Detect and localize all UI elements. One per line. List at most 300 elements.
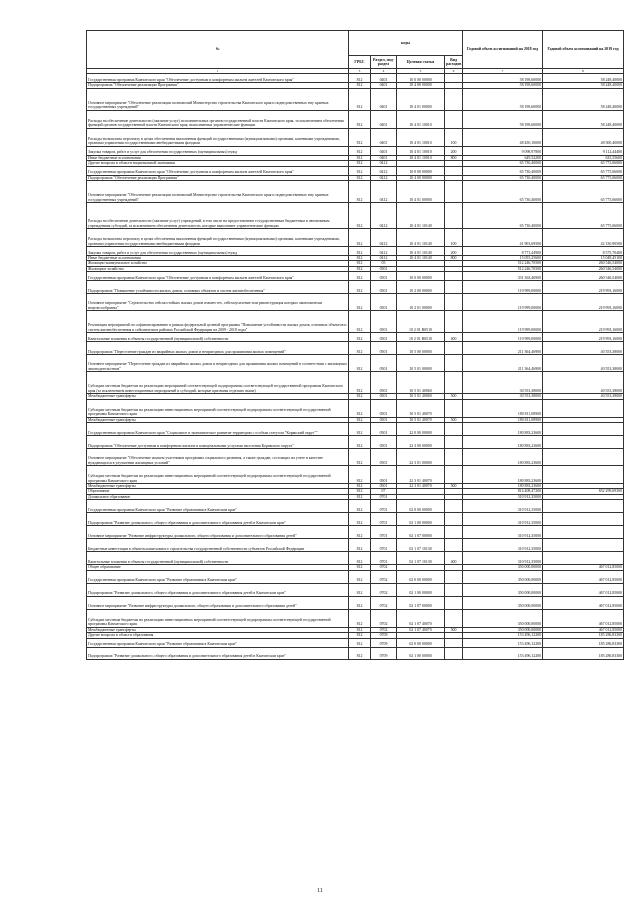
row-name-cell: Иные бюджетные ассигнования <box>87 155 349 160</box>
row-name-cell: Субсидии местным бюджетам на реализацию инвестиционных мероприятий соответствующей подпрограммы соответствующей государственной программы Камчатского края <box>87 399 349 417</box>
row-grbs-cell: 812 <box>349 155 371 160</box>
row-section-cell: 0501 <box>371 394 397 399</box>
row-grbs-cell: 812 <box>349 647 371 659</box>
row-name-cell: Расходы на обеспечение деятельности (оказание услуг) учреждений, в том числе на предоставление государственным бюджетным и автономным учреждениям субсидий, за исключением обеспечения деятельности, которые выполняют управленческие функции <box>87 203 349 229</box>
row-section-cell: 0709 <box>371 647 397 659</box>
row-target-article-cell: 02 0 00 00000 <box>397 500 445 513</box>
row-name-cell: Государственная программа Камчатского края "Развитие образования в Камчатском крае" <box>87 500 349 513</box>
row-section-cell: 0401 <box>371 88 397 110</box>
row-name-cell: Государственная программа Камчатского края "Обеспечение доступным и комфортным жильем жителей Камчатского края" <box>87 74 349 83</box>
row-amount-2019-cell: 260 546,54000 <box>543 266 624 271</box>
row-target-article-cell: 02 0 00 00000 <box>397 638 445 647</box>
row-expense-type-cell <box>445 294 463 311</box>
row-section-cell: 0412 <box>371 166 397 175</box>
row-target-article-cell: 10 2 01 R0510 <box>397 311 445 333</box>
row-expense-type-cell <box>445 539 463 552</box>
row-name-cell: Подпрограмма "Обеспечение реализации Программы" <box>87 175 349 180</box>
row-expense-type-cell <box>445 281 463 294</box>
row-target-article-cell: 10 4 01 10010 <box>397 155 445 160</box>
row-target-article-cell: 02 1 00 00000 <box>397 583 445 596</box>
row-amount-2018-cell: 65 730,40000 <box>463 181 543 203</box>
row-target-article-cell: 22 3 00 00000 <box>397 436 445 449</box>
row-target-article-cell: 10 4 00 00000 <box>397 175 445 180</box>
row-section-cell: 0501 <box>371 281 397 294</box>
row-expense-type-cell: 200 <box>445 146 463 155</box>
row-grbs-cell: 812 <box>349 88 371 110</box>
row-grbs-cell: 812 <box>349 513 371 526</box>
row-grbs-cell: 812 <box>349 484 371 489</box>
table-row <box>87 570 624 583</box>
table-row <box>87 423 624 436</box>
row-amount-2018-cell: 30 553,38000 <box>463 372 543 394</box>
row-grbs-cell: 812 <box>349 333 371 342</box>
row-name-cell: Государственная программа Камчатского края "Обеспечение доступным и комфортным жильем жителей Камчатского края" <box>87 272 349 281</box>
row-section-cell: 0412 <box>371 256 397 261</box>
row-section-cell: 0702 <box>371 596 397 609</box>
row-section-cell: 0501 <box>371 355 397 372</box>
row-name-cell: Расходы на выплаты персоналу в целях обеспечения выполнения функций государственными (муниципальными) органами, казенными учреждениями, органами управления государственными внебюджетными фондами <box>87 229 349 247</box>
row-grbs-cell: 812 <box>349 565 371 570</box>
row-expense-type-cell <box>445 399 463 417</box>
row-expense-type-cell <box>445 355 463 372</box>
row-amount-2018-cell: 350 000,00000 <box>463 565 543 570</box>
row-amount-2018-cell: 310 912,35000 <box>463 494 543 499</box>
row-section-cell: 0501 <box>371 417 397 422</box>
index-cell: 5 <box>397 69 445 74</box>
row-name-cell: Дошкольное образование <box>87 494 349 499</box>
row-amount-2018-cell: 65 730,40000 <box>463 166 543 175</box>
row-grbs-cell: 812 <box>349 399 371 417</box>
table-row <box>87 355 624 372</box>
row-amount-2018-cell: 119 999,00000 <box>463 311 543 333</box>
row-target-article-cell: 10 5 01 40070 <box>397 417 445 422</box>
row-expense-type-cell <box>445 609 463 627</box>
row-name-cell: Другие вопросы в области национальной экономики <box>87 161 349 166</box>
row-amount-2019-cell: 467 012,85000 <box>543 583 624 596</box>
row-expense-type-cell <box>445 342 463 355</box>
page-number: 11 <box>317 888 323 894</box>
row-amount-2019-cell: 467 012,85000 <box>543 596 624 609</box>
row-expense-type-cell: 800 <box>445 256 463 261</box>
row-target-article-cell: 10 5 01 40070 <box>397 399 445 417</box>
row-expense-type-cell <box>445 181 463 203</box>
row-name-cell: Государственная программа Камчатского края "Развитие образования в Камчатском крае" <box>87 570 349 583</box>
row-grbs-cell: 812 <box>349 583 371 596</box>
row-amount-2019-cell: 58 248,40000 <box>543 88 624 110</box>
row-amount-2019-cell <box>543 552 624 565</box>
table-row <box>87 399 624 417</box>
row-amount-2019-cell: 65 775,06000 <box>543 161 624 166</box>
index-cell: 8 <box>543 69 624 74</box>
row-amount-2018-cell: 180 883,23600 <box>463 436 543 449</box>
row-amount-2019-cell: 467 012,85000 <box>543 609 624 627</box>
row-name-cell: Подпрограмма "Повышение устойчивости жилых домов, основных объектов и систем жизнеобеспечения" <box>87 281 349 294</box>
row-name-cell: Жилищно-коммунальное хозяйство <box>87 261 349 266</box>
row-amount-2019-cell: 8 575,70400 <box>543 247 624 256</box>
row-target-article-cell: 10 4 01 10140 <box>397 203 445 229</box>
row-amount-2019-cell <box>543 526 624 539</box>
row-grbs-cell: 812 <box>349 552 371 565</box>
row-name-cell: Расходы на выплаты персоналу в целях обеспечения выполнения функций государственными (муниципальными) органами, казенными учреждениями, органами управления государственными внебюджетными фондами <box>87 128 349 146</box>
row-section-cell: 0501 <box>371 423 397 436</box>
row-expense-type-cell: 500 <box>445 627 463 632</box>
row-expense-type-cell <box>445 423 463 436</box>
row-amount-2018-cell: 153 496,12200 <box>463 633 543 638</box>
row-section-cell: 0709 <box>371 638 397 647</box>
header-grbs: ГРБС <box>349 56 371 69</box>
row-grbs-cell: 812 <box>349 355 371 372</box>
row-expense-type-cell: 100 <box>445 229 463 247</box>
row-grbs-cell: 812 <box>349 261 371 266</box>
row-expense-type-cell: 500 <box>445 394 463 399</box>
table-row <box>87 146 624 155</box>
row-amount-2018-cell: 153 496,12200 <box>463 647 543 659</box>
row-grbs-cell: 812 <box>349 633 371 638</box>
row-target-article-cell: 10 2 01 00000 <box>397 294 445 311</box>
row-name-cell: Основное мероприятие "Переселение граждан из аварийных жилых домов и непригодных для проживания жилых помещений в соответствии с жилищным законодательством" <box>87 355 349 372</box>
row-name-cell: Основное мероприятие "Обеспечение реализации полномочий Министерства строительства Камчатского края и подведомственных ему краевых государственных учреждений" <box>87 181 349 203</box>
row-target-article-cell: 02 1 07 40070 <box>397 627 445 632</box>
row-expense-type-cell <box>445 436 463 449</box>
row-amount-2019-cell <box>543 500 624 513</box>
row-target-article-cell: 10 4 01 00000 <box>397 181 445 203</box>
row-amount-2019-cell: 9 112,44400 <box>543 146 624 155</box>
row-amount-2019-cell: 260 546,54000 <box>543 261 624 266</box>
row-section-cell: 0709 <box>371 633 397 638</box>
row-amount-2018-cell: 119 999,00000 <box>463 333 543 342</box>
table-row <box>87 166 624 175</box>
row-name-cell: Межбюджетные трансферты <box>87 394 349 399</box>
row-amount-2019-cell: 40 553,38000 <box>543 342 624 355</box>
row-grbs-cell: 812 <box>349 372 371 394</box>
row-expense-type-cell: 800 <box>445 155 463 160</box>
row-amount-2019-cell: 219 993,16000 <box>543 333 624 342</box>
table-row <box>87 526 624 539</box>
row-section-cell: 0401 <box>371 83 397 88</box>
row-section-cell: 0412 <box>371 247 397 256</box>
row-expense-type-cell <box>445 596 463 609</box>
row-grbs-cell: 812 <box>349 436 371 449</box>
row-grbs-cell: 812 <box>349 494 371 499</box>
row-target-article-cell: 10 0 00 00000 <box>397 74 445 83</box>
row-section-cell: 0412 <box>371 175 397 180</box>
row-expense-type-cell <box>445 500 463 513</box>
row-amount-2018-cell: 350 000,00000 <box>463 570 543 583</box>
table-row <box>87 181 624 203</box>
row-amount-2019-cell: 185 286,83300 <box>543 647 624 659</box>
row-grbs-cell: 812 <box>349 128 371 146</box>
row-target-article-cell: 02 1 07 40070 <box>397 609 445 627</box>
row-section-cell: 0702 <box>371 609 397 627</box>
row-section-cell: 0501 <box>371 399 397 417</box>
row-amount-2018-cell: 350 000,00000 <box>463 583 543 596</box>
row-expense-type-cell <box>445 88 463 110</box>
row-name-cell: Подпрограмма "Развитие дошкольного, общего образования и дополнительного образования детей в Камчатском крае" <box>87 647 349 659</box>
row-name-cell: Образование <box>87 489 349 494</box>
row-expense-type-cell: 100 <box>445 128 463 146</box>
row-section-cell: 0401 <box>371 110 397 128</box>
row-section-cell: 05 <box>371 261 397 266</box>
table-row <box>87 247 624 256</box>
row-expense-type-cell <box>445 583 463 596</box>
row-section-cell: 0412 <box>371 203 397 229</box>
row-amount-2018-cell: 180 811,08900 <box>463 399 543 417</box>
row-amount-2019-cell: 40 553,38000 <box>543 394 624 399</box>
row-amount-2018-cell: 180 883,23600 <box>463 423 543 436</box>
row-target-article-cell: 10 4 01 10140 <box>397 229 445 247</box>
row-name-cell: Государственная программа Камчатского края "Обеспечение доступным и комфортным жильем жителей Камчатского края" <box>87 166 349 175</box>
table-row <box>87 128 624 146</box>
row-name-cell: Межбюджетные трансферты <box>87 417 349 422</box>
row-amount-2019-cell: 58 248,40000 <box>543 74 624 83</box>
row-target-article-cell: 02 1 07 00000 <box>397 596 445 609</box>
row-name-cell: Основное мероприятие "Развитие инфраструктуры дошкольного, общего образования и дополнительного образования детей" <box>87 526 349 539</box>
row-expense-type-cell <box>445 638 463 647</box>
row-name-cell: Подпрограмма "Развитие дошкольного, общего образования и дополнительного образования детей в Камчатском крае" <box>87 513 349 526</box>
row-section-cell: 0501 <box>371 311 397 333</box>
row-amount-2018-cell: 180 883,23600 <box>463 484 543 489</box>
header-codes: коды <box>349 31 463 56</box>
row-expense-type-cell <box>445 311 463 333</box>
row-amount-2018-cell: 211 364,46900 <box>463 355 543 372</box>
row-amount-2019-cell: 65 775,06000 <box>543 203 624 229</box>
index-cell: 4 <box>371 69 397 74</box>
row-expense-type-cell: 400 <box>445 552 463 565</box>
row-name-cell: Бюджетные инвестиции в объекты капитального строительства государственной собственности субъектов Российской Федерации <box>87 539 349 552</box>
row-expense-type-cell <box>445 74 463 83</box>
row-target-article-cell: 10 4 01 10010 <box>397 110 445 128</box>
row-name-cell: Общее образование <box>87 565 349 570</box>
table-row <box>87 229 624 247</box>
row-amount-2018-cell: 41 903,69500 <box>463 229 543 247</box>
row-expense-type-cell: 500 <box>445 484 463 489</box>
row-amount-2019-cell: 219 993,16000 <box>543 294 624 311</box>
row-amount-2018-cell: 310 912,35000 <box>463 539 543 552</box>
row-target-article-cell: 10 4 01 00000 <box>397 88 445 110</box>
row-amount-2018-cell: 119 999,00000 <box>463 294 543 311</box>
table-row <box>87 436 624 449</box>
index-cell: 1 <box>87 69 349 74</box>
row-grbs-cell: 812 <box>349 281 371 294</box>
row-amount-2018-cell: 30 553,38000 <box>463 394 543 399</box>
row-grbs-cell: 812 <box>349 146 371 155</box>
row-amount-2018-cell: 350 000,00000 <box>463 596 543 609</box>
row-expense-type-cell <box>445 526 463 539</box>
row-amount-2018-cell: 65 730,40000 <box>463 203 543 229</box>
row-grbs-cell: 812 <box>349 272 371 281</box>
row-grbs-cell: 812 <box>349 175 371 180</box>
header-target-article: Целевая статья <box>397 56 445 69</box>
row-expense-type-cell: 200 <box>445 247 463 256</box>
row-grbs-cell: 812 <box>349 539 371 552</box>
row-target-article-cell: 10 4 01 10010 <box>397 128 445 146</box>
row-name-cell: Субсидии местным бюджетам на реализацию инвестиционных мероприятий соответствующей подпрограммы соответствующей государственной программы Камчатского края <box>87 609 349 627</box>
row-amount-2019-cell: 219 993,16000 <box>543 311 624 333</box>
row-target-article-cell: 10 4 01 10140 <box>397 247 445 256</box>
row-name-cell: Основное мероприятие "Строительство сейсмостойких жилых домов взамен тех, сейсмоусиление или реконструкция которых экономически нецелесообразны" <box>87 294 349 311</box>
row-target-article-cell: 10 5 01 40060 <box>397 394 445 399</box>
row-grbs-cell: 812 <box>349 166 371 175</box>
row-amount-2019-cell <box>543 449 624 466</box>
row-target-article-cell: 02 1 07 10130 <box>397 552 445 565</box>
row-section-cell: 0501 <box>371 342 397 355</box>
row-section-cell: 0412 <box>371 181 397 203</box>
table-row <box>87 281 624 294</box>
table-row <box>87 74 624 83</box>
row-target-article-cell: 10 4 01 10140 <box>397 256 445 261</box>
row-section-cell: 0701 <box>371 539 397 552</box>
index-cell: 7 <box>463 69 543 74</box>
row-amount-2018-cell: 310 912,35000 <box>463 513 543 526</box>
row-target-article-cell: 10 0 00 00000 <box>397 272 445 281</box>
row-amount-2018-cell: 119 999,00000 <box>463 281 543 294</box>
row-name-cell: Субсидии местным бюджетам на реализацию мероприятий соответствующей подпрограммы соответствующей государственной программы Камчатского края (за исключением инвестиционных мероприятий и субсидий, которые признаны отдельно выше) <box>87 372 349 394</box>
row-amount-2018-cell: 310 912,35000 <box>463 526 543 539</box>
row-grbs-cell: 812 <box>349 74 371 83</box>
index-cell: 6 <box>445 69 463 74</box>
row-amount-2019-cell: 219 993,16000 <box>543 281 624 294</box>
row-expense-type-cell <box>445 166 463 175</box>
row-amount-2018-cell: 153 496,12200 <box>463 638 543 647</box>
row-amount-2019-cell: 58 248,40000 <box>543 110 624 128</box>
row-expense-type-cell <box>445 570 463 583</box>
table-row <box>87 552 624 565</box>
row-grbs-cell: 812 <box>349 627 371 632</box>
row-target-article-cell: 22 0 00 00000 <box>397 423 445 436</box>
row-section-cell: 0702 <box>371 583 397 596</box>
row-amount-2018-cell: 649,52200 <box>463 155 543 160</box>
row-grbs-cell: 812 <box>349 609 371 627</box>
row-amount-2019-cell <box>543 539 624 552</box>
row-amount-2018-cell: 211 364,46900 <box>463 342 543 355</box>
row-amount-2018-cell: 58 198,60000 <box>463 74 543 83</box>
table-row <box>87 539 624 552</box>
row-name-cell: Основное мероприятие "Развитие инфраструктуры дошкольного, общего образования и дополнительного образования детей" <box>87 596 349 609</box>
row-amount-2018-cell: 814 408,47200 <box>463 489 543 494</box>
row-amount-2019-cell <box>543 466 624 484</box>
table-row <box>87 513 624 526</box>
row-grbs-cell: 812 <box>349 229 371 247</box>
row-amount-2019-cell: 652 299,69300 <box>543 489 624 494</box>
row-name-cell: Жилищное хозяйство <box>87 266 349 271</box>
row-grbs-cell: 812 <box>349 294 371 311</box>
row-section-cell: 0501 <box>371 372 397 394</box>
row-name-cell: Расходы на обеспечение деятельности (оказание услуг) исполнительных органов государственной власти Камчатского края, за исключением обеспечения функций органов государственной власти Камчатского края, выполняемых управленческие функции <box>87 110 349 128</box>
row-section-cell: 0412 <box>371 229 397 247</box>
row-grbs-cell: 812 <box>349 526 371 539</box>
row-section-cell: 0701 <box>371 500 397 513</box>
row-target-article-cell: 02 1 07 00000 <box>397 526 445 539</box>
row-grbs-cell: 812 <box>349 466 371 484</box>
row-amount-2018-cell: 180 811,08900 <box>463 417 543 422</box>
budget-table <box>86 30 624 660</box>
table-row <box>87 110 624 128</box>
row-amount-2018-cell: 65 730,40000 <box>463 175 543 180</box>
row-grbs-cell: 812 <box>349 417 371 422</box>
table-row <box>87 500 624 513</box>
row-section-cell: 0702 <box>371 565 397 570</box>
table-row <box>87 88 624 110</box>
row-expense-type-cell <box>445 272 463 281</box>
row-name-cell: Субсидии местным бюджетам на реализацию инвестиционных мероприятий соответствующей подпрограммы соответствующей государственной программы Камчатского края <box>87 466 349 484</box>
header-year-2019: Годовой объем ассигнований на 2019 год <box>543 31 624 69</box>
row-amount-2018-cell: 350 000,00000 <box>463 627 543 632</box>
row-amount-2019-cell: 42 150,90500 <box>543 229 624 247</box>
row-amount-2018-cell: 512 246,70500 <box>463 266 543 271</box>
table-row <box>87 609 624 627</box>
row-expense-type-cell: 400 <box>445 333 463 342</box>
row-target-article-cell: 10 2 01 R0510 <box>397 333 445 342</box>
row-section-cell: 0501 <box>371 436 397 449</box>
row-name-cell: Подпрограмма "Обеспечение доступным и комфортным жильем и коммунальными услугами населения Корякского округа" <box>87 436 349 449</box>
row-amount-2018-cell: 15 055,25600 <box>463 256 543 261</box>
row-amount-2019-cell: 40 553,38000 <box>543 372 624 394</box>
row-grbs-cell: 812 <box>349 203 371 229</box>
row-grbs-cell: 812 <box>349 110 371 128</box>
row-amount-2019-cell: 48 500,40000 <box>543 128 624 146</box>
row-target-article-cell: 22 3 01 40070 <box>397 466 445 484</box>
row-grbs-cell: 812 <box>349 489 371 494</box>
row-amount-2018-cell: 180 883,23600 <box>463 466 543 484</box>
table-row <box>87 449 624 466</box>
row-grbs-cell: 812 <box>349 342 371 355</box>
row-section-cell: 0501 <box>371 484 397 489</box>
row-expense-type-cell <box>445 110 463 128</box>
table-row <box>87 311 624 333</box>
row-amount-2018-cell: 8 771,44900 <box>463 247 543 256</box>
row-target-article-cell: 10 2 00 00000 <box>397 281 445 294</box>
row-section-cell: 0501 <box>371 294 397 311</box>
row-grbs-cell: 812 <box>349 500 371 513</box>
row-target-article-cell: 10 5 01 40060 <box>397 372 445 394</box>
row-name-cell: Капитальные вложения в объекты государственной (муниципальной) собственности <box>87 333 349 342</box>
row-name-cell: Иные бюджетные ассигнования <box>87 256 349 261</box>
row-section-cell: 0501 <box>371 333 397 342</box>
row-amount-2019-cell <box>543 423 624 436</box>
row-target-article-cell: 22 3 01 40070 <box>397 484 445 489</box>
row-amount-2019-cell <box>543 436 624 449</box>
row-section-cell: 0401 <box>371 74 397 83</box>
row-section-cell: 0401 <box>371 146 397 155</box>
row-name-cell: Межбюджетные трансферты <box>87 627 349 632</box>
row-target-article-cell: 22 3 01 00000 <box>397 449 445 466</box>
row-expense-type-cell <box>445 647 463 659</box>
row-target-article-cell: 10 5 00 00000 <box>397 342 445 355</box>
table-row <box>87 294 624 311</box>
row-amount-2019-cell: 40 553,38000 <box>543 355 624 372</box>
row-name-cell: Основное мероприятие "Обеспечение жильем участников программы социального развития, а также граждан, состоящих на учете в качестве нуждающихся в улучшении жилищных условий" <box>87 449 349 466</box>
table-row <box>87 596 624 609</box>
row-amount-2018-cell: 48 450,10000 <box>463 128 543 146</box>
row-target-article-cell: 10 4 00 00000 <box>397 83 445 88</box>
row-name-cell: Капитальные вложения в объекты государственной (муниципальной) собственности <box>87 552 349 565</box>
row-amount-2018-cell: 331 363,46900 <box>463 272 543 281</box>
row-grbs-cell: 812 <box>349 449 371 466</box>
row-amount-2019-cell: 467 012,85000 <box>543 565 624 570</box>
row-name-cell: Государственная программа Камчатского края "Развитие образования в Камчатском крае" <box>87 638 349 647</box>
row-amount-2018-cell: 58 198,60000 <box>463 110 543 128</box>
row-target-article-cell: 10 4 01 10010 <box>397 146 445 155</box>
row-section-cell: 0701 <box>371 494 397 499</box>
row-grbs-cell: 812 <box>349 247 371 256</box>
row-grbs-cell: 812 <box>349 394 371 399</box>
index-cell: 3 <box>349 69 371 74</box>
row-grbs-cell: 812 <box>349 638 371 647</box>
row-grbs-cell: 812 <box>349 161 371 166</box>
row-grbs-cell: 812 <box>349 83 371 88</box>
row-amount-2019-cell: 58 248,40000 <box>543 83 624 88</box>
row-name-cell: Подпрограмма "Обеспечение реализации Программы" <box>87 83 349 88</box>
